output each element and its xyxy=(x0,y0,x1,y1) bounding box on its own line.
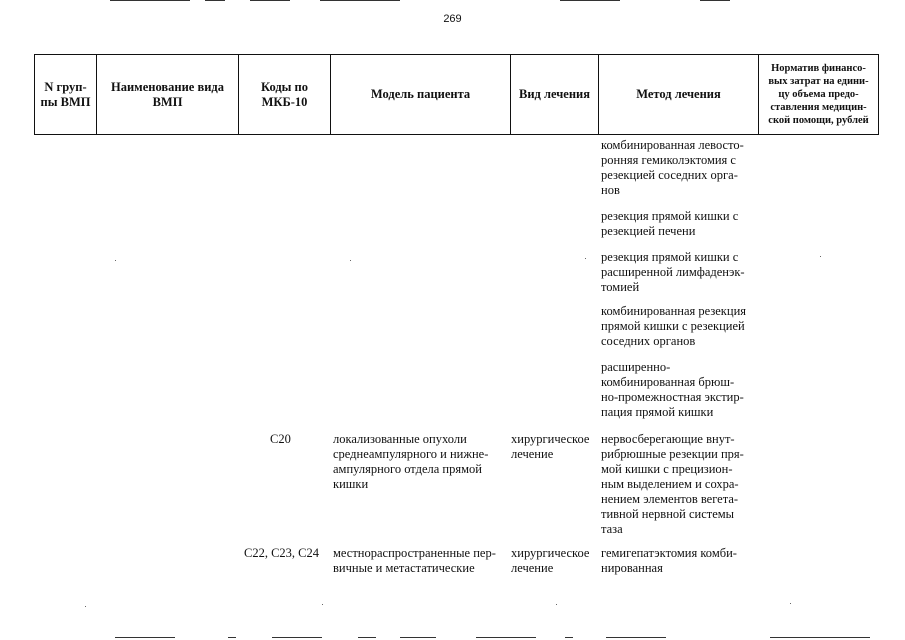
scan-speck xyxy=(790,603,791,604)
method-item: комбинированная резекция прямой кишки с резекцией соседних органов xyxy=(601,304,747,348)
row-icd-code: C20 xyxy=(270,432,291,446)
row-icd-code: C22, C23, C24 xyxy=(244,546,320,560)
scan-artifact-line xyxy=(115,637,175,638)
scan-artifact-line xyxy=(400,637,436,638)
row-treatment-type: хирургическое лечение xyxy=(511,546,590,575)
method-item: комбинированная левосто- ронняя гемиколэктомия с резекцией соседних орга- нов xyxy=(601,138,744,197)
scan-speck xyxy=(585,258,586,259)
row-treatment-method: нервосберегающие внут- рибрюшные резекции пря- мой кишки с прецизион- ным выделением и сохра- нением элементов вегета- тивной нервной системы таза xyxy=(601,432,744,536)
scan-artifact-line xyxy=(565,637,573,638)
scan-artifact-line xyxy=(250,0,290,1)
scan-artifact-line xyxy=(228,637,236,638)
header-treatment-type: Вид лечения xyxy=(510,55,598,134)
scan-artifact-line xyxy=(272,637,322,638)
scan-artifact-line xyxy=(110,0,190,1)
row-patient-model: локализованные опухоли среднеампулярного и нижне- ампулярного отдела прямой кишки xyxy=(333,432,489,491)
row-patient-model: местнораспространенные пер- вичные и метастатические xyxy=(333,546,496,575)
scan-artifact-line xyxy=(320,0,400,1)
header-group-number: N груп- пы ВМП xyxy=(40,79,91,109)
scan-artifact-line xyxy=(476,637,536,638)
header-financial-norm: Норматив финансо- вых затрат на едини- цу объема предо- ставления медицин- ской помощи, рублей xyxy=(758,55,878,134)
scan-artifact-line xyxy=(700,0,730,1)
scan-artifact-line xyxy=(205,0,225,1)
page-number: 269 xyxy=(443,13,462,25)
scan-speck xyxy=(820,256,821,257)
scan-artifact-line xyxy=(560,0,620,1)
header-patient-model: Модель пациента xyxy=(330,55,510,134)
method-item: резекция прямой кишки с расширенной лимфаденэк- томией xyxy=(601,250,745,294)
scan-artifact-line xyxy=(358,637,376,638)
scan-speck xyxy=(85,606,86,607)
scan-speck xyxy=(322,604,323,605)
row-treatment-type: хирургическое лечение xyxy=(511,432,590,461)
method-item: расширенно- комбинированная брюш- но-промежностная экстир- пация прямой кишки xyxy=(601,360,744,419)
header-treatment-method: Метод лечения xyxy=(598,55,758,134)
method-item: резекция прямой кишки с резекцией печени xyxy=(601,209,739,238)
table-header xyxy=(34,54,879,135)
row-treatment-method: гемигепатэктомия комби- нированная xyxy=(601,546,737,575)
scan-speck xyxy=(115,260,116,261)
scan-speck xyxy=(350,260,351,261)
scan-speck xyxy=(556,604,557,605)
header-icd-codes: Коды по МКБ-10 xyxy=(238,55,330,134)
scan-artifact-line xyxy=(770,637,870,638)
header-vmp-name: Наименование вида ВМП xyxy=(96,55,238,134)
scan-artifact-line xyxy=(606,637,666,638)
